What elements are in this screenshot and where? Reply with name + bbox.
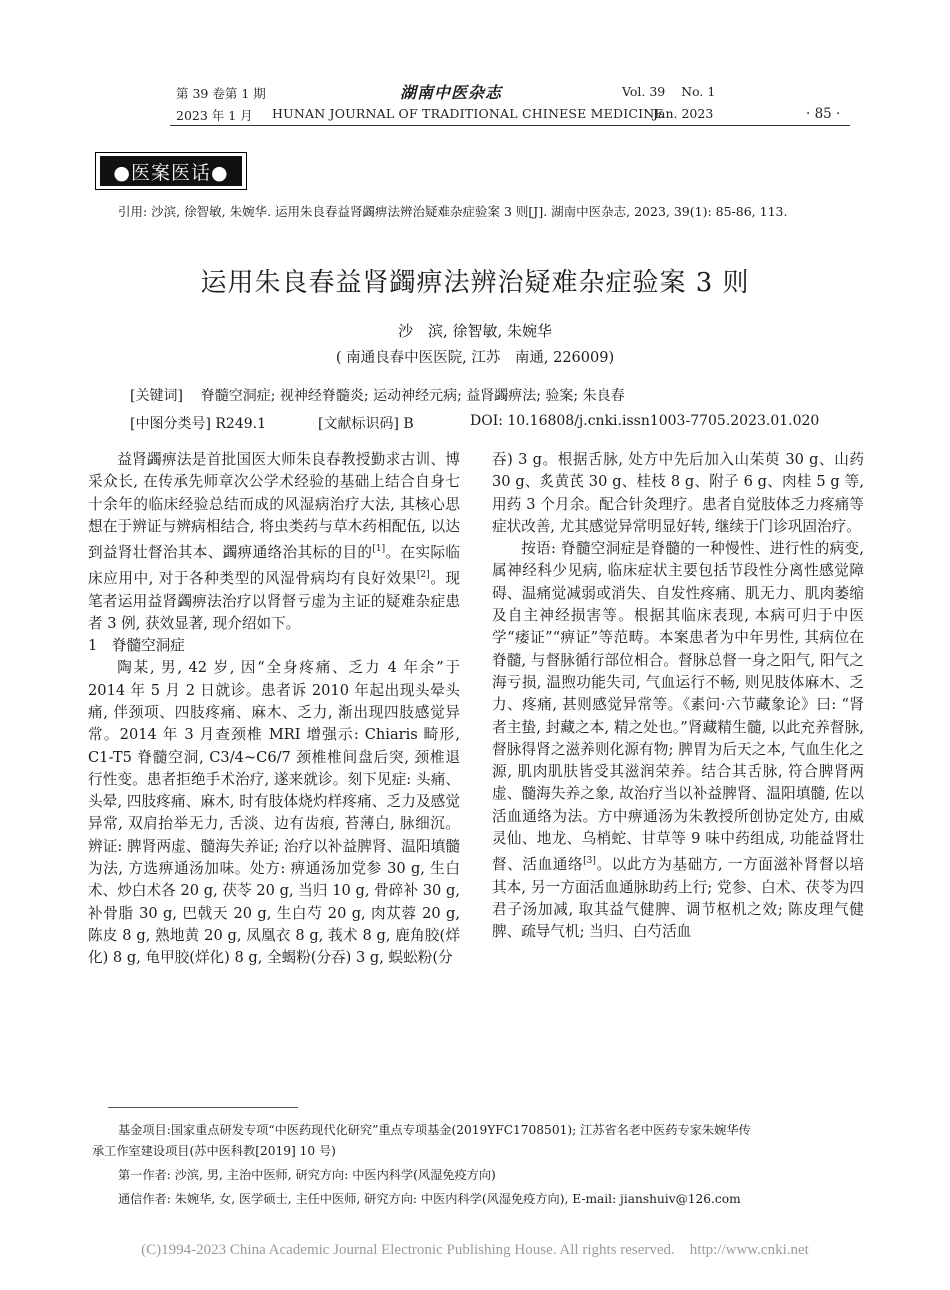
commentary-text-a: 按语: 脊髓空洞症是脊髓的一种慢性、进行性的病变, 属神经科少见病, 临床症状主要包括节段性分离性感觉障碍、温痛觉减弱或消失、自发性疼痛、肌无力、肌肉萎缩及自主神经损害等。根据其临床表现, 本病可归于中医学“痿证”“痹证”等范畴。本案患者为中年男性, 其病位在脊髓, 与督脉循行部位相合。督脉总督一身之阳气, 阳气之海亏损, 温煦功能失司, 气血运行不畅, 则见肢体麻木、乏力、疼痛, 甚则感觉异常等。《素问·六节藏象论》曰: “肾者主蛰, 封藏之本, 精之处也。”肾藏精生髓, 以此充养督脉, 督脉得肾之滋养则化源有物; 脾胃为后天之本, 气血生化之源, 肌肉肌肤皆受其滋润荣养。结合其舌脉, 符合脾肾两虚、髓海失养之象, 故治疗当以补益脾肾、温阳填髓, 佐以活血通络为法。方中痹通汤为朱教授所创协定处方, 由威灵仙、地龙、乌梢蛇、甘草等 9 味中药组成, 功能益肾壮督、活血通络 [492,540,864,874]
article-title: 运用朱良春益肾蠲痹法辨治疑难杂症验案 3 则 [200,268,750,298]
page-number: · 85 · [806,106,841,122]
clc-label: [中图分类号] [130,416,211,432]
keywords: 脊髓空洞症; 视神经脊髓炎; 运动神经元病; 益肾蠲痹法; 验案; 朱良春 [200,388,625,404]
clc-value: R249.1 [215,416,267,432]
case-1-paragraph: 陶某, 男, 42 岁, 因“全身疼痛、乏力 4 年余”于 2014 年 5 月 2 日就诊。患者诉 2010 年起出现头晕头痛, 伴颈项、四肢疼痛、麻木、乏力, 渐出现四肢感觉异常。2014 年 3 月查颈椎 MRI 增强示: Chiaris 畸形, C1-T5 脊髓空洞, C3/4~C6/7 颈椎椎间盘后突, 颈椎退行性变。患者拒绝手术治疗, 遂来就诊。刻下见症: 头痛、头晕, 四肢疼痛、麻木, 时有肢体烧灼样疼痛、乏力及感觉异常, 双肩抬举无力, 舌淡、边有齿痕, 苔薄白, 脉细沉。辨证: 脾肾两虚、髓海失养证; 治疗以补益脾肾、温阳填髓为法, 方选痹通汤加味。处方: 痹通汤加党参 30 g, 生白术、炒白术各 20 g, 茯苓 20 g, 当归 10 g, 骨碎补 30 g, 补骨脂 30 g, 巴戟天 20 g, 生白芍 20 g, 肉苁蓉 20 g, 陈皮 8 g, 熟地黄 20 g, 凤凰衣 8 g, 莪术 8 g, 鹿角胶(烊化) 8 g, 龟甲胶(烊化) 8 g, 全蝎粉(分吞) 3 g, 蜈蚣粉(分 [88,659,460,967]
journal-logo: 湖南中医杂志 [400,83,503,102]
section-heading-1: 1 脊髓空洞症 [88,637,185,655]
ref-2: [2] [416,570,430,581]
clc-line [130,413,266,433]
affiliation: ( 南通良春中医医院, 江苏 南通, 226009) [335,350,615,366]
keywords-line [130,385,625,405]
fund-label: 基金项目: [118,1123,171,1137]
intro-text-a: 益肾蠲痹法是首批国医大师朱良春教授勤求古训、博采众长, 在传承先师章次公学术经验的基础上结合自身七十余年的临床经验总结而成的风湿病治疗大法, 其核心思想在于辨证与辨病相结合, 将虫类药与草木药相配伍, 以达到益肾壮督治其本、蠲痹通络治其标的目的 [88,451,460,562]
volume-issue-cn: 第 39 卷第 1 期 [176,86,266,101]
authors: 沙 滨, 徐智敏, 朱婉华 [397,322,553,340]
commentary-paragraph [492,538,864,943]
case-1-continuation: 吞) 3 g。根据舌脉, 处方中先后加入山茱萸 30 g、山药 30 g、炙黄芪 30 g、桂枝 8 g、附子 6 g、肉桂 5 g 等, 用药 3 个月余。配合针灸理疗。患者自觉肢体乏力疼痛等症状改善, 尤其感觉异常明显好转, 继续于门诊巩固治疗。 [492,451,865,535]
ref-3: [3] [583,856,596,867]
corresponding-author-note: 通信作者: 朱婉华, 女, 医学硕士, 主任中医师, 研究方向: 中医内科学(风湿免疫方向), E-mail: jianshuiv@126.com [118,1192,741,1206]
header-rule [170,125,850,126]
fund-line-2: 承工作室建设项目(苏中医科教[2019] 10 号) [92,1144,336,1158]
body-right-column [492,449,864,943]
first-author-note: 第一作者: 沙滨, 男, 主治中医师, 研究方向: 中医内科学(风湿免疫方向) [118,1168,496,1182]
footnote-rule [108,1107,298,1108]
intro-text-c: 。现笔者运用益肾蠲痹法治疗以肾督亏虚为主证的疑难杂症患者 3 例, 获效显著, 现介绍如下。 [88,570,460,632]
doc-code-label: [文献标识码] [318,416,399,432]
doc-code-value: B [403,416,414,432]
commentary-text-b: 。以此方为基础方, 一方面滋补肾督以培其本, 另一方面活血通脉助药上行; 党参、白术、茯苓为四君子汤加减, 取其益气健脾、调节枢机之效; 陈皮理气健脾、疏导气机; 当归、白芍活血 [492,856,864,941]
journal-name-en: HUNAN JOURNAL OF TRADITIONAL CHINESE MEDICINE [272,106,664,121]
fund-line-1 [118,1120,858,1141]
date-cn: 2023 年 1 月 [176,108,253,123]
section-label-box [95,152,247,190]
body-left-column [88,449,460,970]
doc-code-line [318,413,414,433]
section-label: ●医案医话● [100,156,242,186]
volume-issue-en: Vol. 39 No. 1 [622,84,716,99]
intro-paragraph [88,449,460,635]
intro-text-b: 。在实际临床应用中, 对于各种类型的风湿骨病均有良好效果 [88,544,460,588]
ref-1: [1] [372,544,386,555]
copyright-line: (C)1994-2023 China Academic Journal Electronic Publishing House. All rights reserved. http://www.cnki.net [141,1242,809,1258]
fund-text-1: 国家重点研发专项“中医药现代化研究”重点专项基金(2019YFC1708501); 江苏省名老中医药专家朱婉华传 [170,1123,751,1137]
doi: DOI: 10.16808/j.cnki.issn1003-7705.2023.01.020 [470,413,820,429]
keywords-label: [关键词] [130,388,183,404]
citation: 引用: 沙滨, 徐智敏, 朱婉华. 运用朱良春益肾蠲痹法辨治疑难杂症验案 3 则[J]. 湖南中医杂志, 2023, 39(1): 85-86, 113. [118,204,788,219]
date-en: Jan. 2023 [653,106,714,121]
